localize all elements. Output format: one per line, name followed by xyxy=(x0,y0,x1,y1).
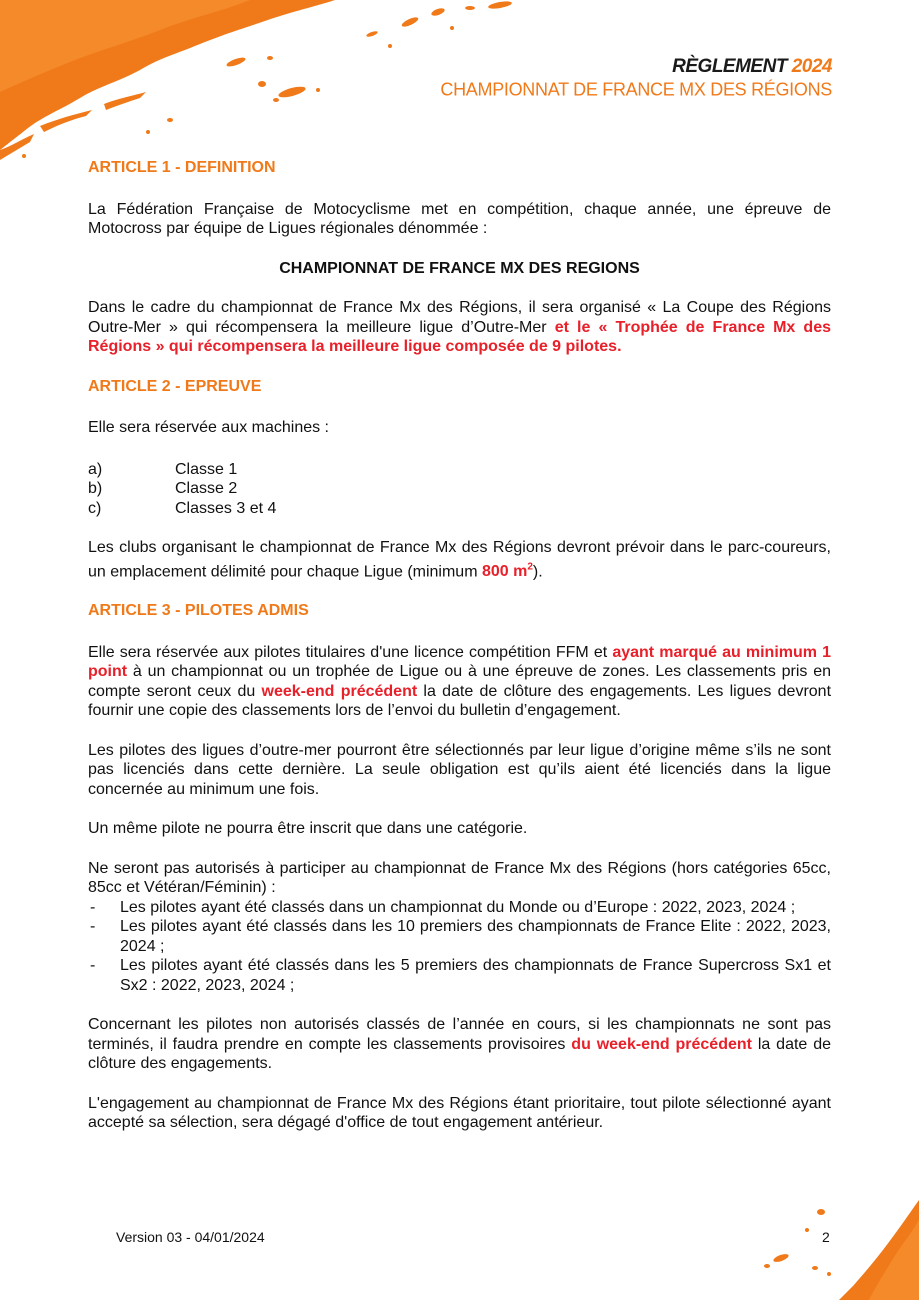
article-3-p5-highlight: du week-end précédent xyxy=(571,1035,752,1053)
page-number: 2 xyxy=(822,1229,830,1245)
list-marker: c) xyxy=(88,499,102,517)
article-2-paragraph-2 xyxy=(88,538,831,581)
article-2-title: ARTICLE 2 - EPREUVE xyxy=(88,377,262,395)
area-unit-exponent: 2 xyxy=(527,561,533,573)
list-marker: b) xyxy=(88,480,103,497)
article-3-p5-text-c: la date de clôture des engagements. xyxy=(88,1035,831,1073)
article-3-p1-text-a: Elle sera réservée aux pilotes titulaires d'une licence compétition FFM et xyxy=(88,643,613,661)
article-3-paragraph-3: Un même pilote ne pourra être inscrit que dans une catégorie. xyxy=(88,820,528,838)
article-1-p2-text: Dans le cadre du championnat de France Mx des Régions, il sera organisé « La Coupe des Régions Outre-Mer » qui récompensera la meilleure ligue d’Outre-Mer xyxy=(88,299,831,336)
excluded-pilots-list xyxy=(88,898,831,996)
footer-version: Version 03 - 04/01/2024 xyxy=(116,1229,265,1245)
article-1-p2-highlight: et le « Trophée de France Mx des Régions » qui récompensera la meilleure ligue composée de 9 pilotes. xyxy=(88,318,831,355)
header-title xyxy=(440,56,832,78)
list-item xyxy=(88,917,831,956)
area-minimum xyxy=(482,563,533,580)
area-value: 800 m xyxy=(481,562,528,580)
article-2-p2-text: Les clubs organisant le championnat de France Mx des Régions devront prévoir dans le parc-coureurs, un emplacement délimité pour chaque Ligue (minimum xyxy=(88,539,831,580)
championship-title: CHAMPIONNAT DE FRANCE MX DES REGIONS xyxy=(279,259,640,277)
article-3-paragraph-6: L'engagement au championnat de France Mx des Régions étant prioritaire, tout pilote sélectionné ayant accepté sa sélection, sera dégagé d'office de tout engagement antérieur. xyxy=(88,1094,831,1132)
list-item xyxy=(88,499,831,519)
list-item-text: Classe 2 xyxy=(175,480,238,497)
article-2-p2-end: ). xyxy=(532,562,543,580)
orange-splash-decoration-bottom xyxy=(749,1190,919,1300)
machine-class-list xyxy=(88,460,831,519)
header-subtitle: CHAMPIONNAT DE FRANCE MX DES RÉGIONS xyxy=(440,78,832,100)
list-marker: - xyxy=(90,898,96,916)
document-body xyxy=(88,158,831,1133)
list-item-text: Classes 3 et 4 xyxy=(175,499,277,517)
list-item-text: Les pilotes ayant été classés dans les 10 premiers des championnats de France Elite : 2022, 2023, 2024 ; xyxy=(120,918,831,955)
list-marker: - xyxy=(90,957,96,975)
list-item-text: Les pilotes ayant été classés dans un championnat du Monde ou d’Europe : 2022, 2023, 2024 ; xyxy=(120,898,796,916)
article-3-p1-highlight-1: ayant marqué au minimum 1 point xyxy=(88,643,832,681)
header-reglement: RÈGLEMENT xyxy=(672,56,787,77)
list-marker: - xyxy=(90,918,96,936)
list-item-text: Les pilotes ayant été classés dans les 5 premiers des championnats de France Supercross Sx1 et Sx2 : 2022, 2023, 2024 ; xyxy=(120,957,831,994)
list-item xyxy=(88,479,831,499)
article-1-paragraph-1: La Fédération Française de Motocyclisme met en compétition, chaque année, une épreuve de Motocross par équipe de Ligues régionales dénommée : xyxy=(88,200,831,237)
article-3-p1-text-c: à un championnat ou un trophée de Ligue ou à une épreuve de zones. Les classements pris en compte seront ceux du xyxy=(88,663,831,700)
article-1-title: ARTICLE 1 - DEFINITION xyxy=(88,159,276,176)
list-item xyxy=(88,460,831,480)
article-3-p1-text-e: la date de clôture des engagements. Les ligues devront fournir une copie des classements lors de l’envoi du bulletin d’engagement. xyxy=(88,682,832,720)
list-marker: a) xyxy=(88,460,103,478)
article-3-paragraph-5 xyxy=(88,1015,831,1074)
list-item xyxy=(88,956,831,995)
list-item xyxy=(88,898,831,918)
document-header xyxy=(440,56,832,100)
article-3-p5-text-a: Concernant les pilotes non autorisés classés de l’année en cours, si les championnats ne sont pas terminés, il faudra prendre en compte les classements provisoires xyxy=(88,1016,831,1053)
article-3-paragraph-4: Ne seront pas autorisés à participer au championnat de France Mx des Régions (hors catégories 65cc, 85cc et Vétéran/Féminin) : xyxy=(88,859,831,897)
article-2-paragraph-1: Elle sera réservée aux machines : xyxy=(88,419,329,436)
article-3-paragraph-1 xyxy=(88,643,831,721)
article-3-paragraph-2: Les pilotes des ligues d’outre-mer pourront être sélectionnés par leur ligue d’origine même s’ils ne sont pas licenciés dans cette dernière. La seule obligation est qu’ils aient été licenciés dans la ligue concernée au minimum une fois. xyxy=(88,741,831,798)
article-3-title: ARTICLE 3 - PILOTES ADMIS xyxy=(88,602,309,620)
header-year: 2024 xyxy=(791,56,832,77)
article-3-p1-highlight-2: week-end précédent xyxy=(261,682,418,700)
article-1-paragraph-2 xyxy=(88,298,831,357)
list-item-text: Classe 1 xyxy=(175,460,238,478)
